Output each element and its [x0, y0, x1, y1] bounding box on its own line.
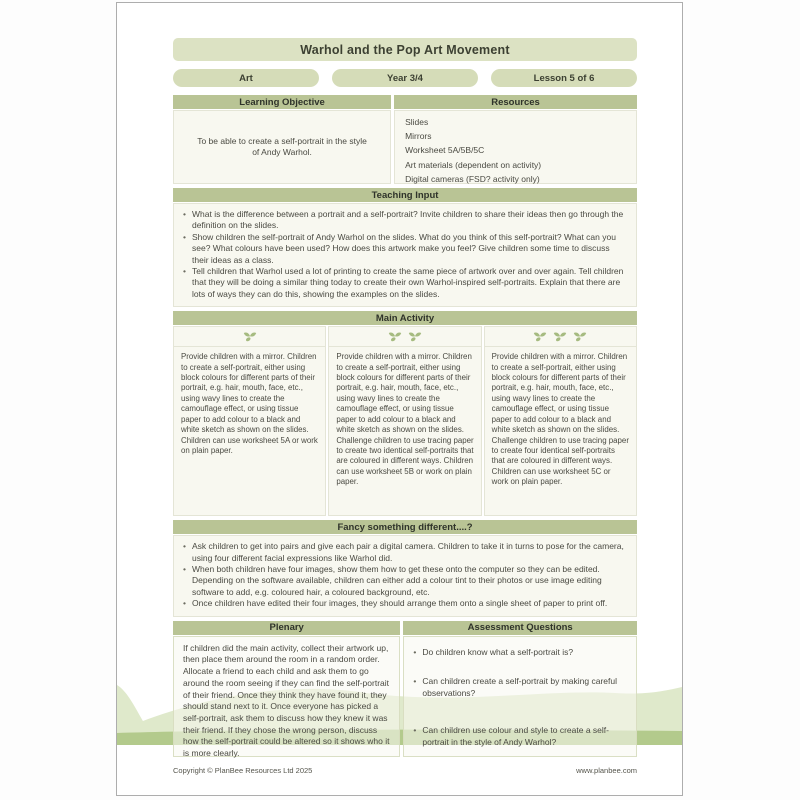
bullet-text: • What is the difference between a portrait and a self-portrait? Invite children to share their ideas then go through the definition on the slides. — [192, 209, 624, 231]
main-activity-column-1 — [173, 326, 326, 516]
bee-icon — [242, 331, 258, 343]
assessment-questions-header: Assessment Questions — [403, 621, 637, 635]
activity-text: Provide children with a mirror. Children to create a self-portrait, either using block colours for different parts of their portrait, e.g. hair, mouth, face, etc., using wavy lines to create the camouflage effect, or using tissue paper to add colour to a black and white sketch as shown on the slides. Children can use worksheet 5A or work on plain paper. — [181, 352, 318, 455]
resource-item: Art materials (dependent on activity) — [405, 159, 542, 170]
bullet-text: • Tell children that Warhol used a lot of printing to create the same piece of artwork over and over again. Tell children that they will be doing a similar thing today to create their own Warhol-inspired self-portraits. Explain that there are lots of ways they can do this, showing the examples on the slides. — [192, 266, 624, 299]
teaching-input-bullet — [183, 232, 627, 266]
bullet-text: • Can children use colour and style to create a self-portrait in the style of Andy Warhol? — [422, 724, 609, 747]
subject-pill: Art — [173, 69, 319, 87]
main-activity-header: Main Activity — [173, 311, 637, 325]
teaching-input-bullet — [183, 266, 627, 300]
assessment-bullet — [413, 725, 627, 748]
assessment-bullet — [413, 647, 627, 659]
page-content — [117, 3, 682, 775]
fsd-bullet — [183, 564, 627, 598]
bullet-text: • Ask children to get into pairs and give each pair a digital camera. Children to take it in turns to pose for the camera, using four different facial expressions like Warhol did. — [192, 541, 624, 563]
learning-objective-text: To be able to create a self-portrait in the style of Andy Warhol. — [173, 110, 391, 184]
main-activity-column-2 — [328, 326, 481, 516]
bee-icon — [532, 331, 548, 343]
teaching-input-bullet — [183, 209, 627, 232]
lesson-title: Warhol and the Pop Art Movement — [173, 38, 637, 61]
assessment-questions-box — [403, 636, 637, 757]
assessment-bullet — [413, 676, 627, 699]
lesson-plan-page — [116, 2, 683, 796]
lesson-meta-row — [173, 69, 637, 87]
plenary-assessment-section — [173, 621, 637, 757]
main-activity-columns — [173, 326, 637, 516]
activity-text: Provide children with a mirror. Children to create a self-portrait, either using block colours for different parts of their portrait, e.g. hair, mouth, face, etc., using wavy lines to create the camouflage effect, or using tissue paper to add colour to a black and white sketch as shown on the slides. Challenge children to use tracing paper to create four identical self-portraits that are coloured in different ways. Children can use worksheet 5C or work on plain paper. — [491, 352, 629, 487]
activity-text: Provide children with a mirror. Children to create a self-portrait, either using block colours for different parts of their portrait, e.g. hair, mouth, face, etc., using wavy lines to create the camouflage effect, or using tissue paper to add colour to a black and white sketch as shown on the slides. Challenge children to use tracing paper to create two identical self-portraits that are coloured in different ways. Children can use worksheet 5B or work on plain paper. — [336, 352, 474, 487]
bee-icon — [387, 331, 403, 343]
year-group-pill: Year 3/4 — [332, 69, 478, 87]
teaching-input-box — [173, 203, 637, 307]
bee-icon — [552, 331, 568, 343]
difficulty-level-3 — [485, 327, 636, 347]
bee-icon — [572, 331, 588, 343]
resources-header: Resources — [394, 95, 637, 109]
copyright-text: Copyright © PlanBee Resources Ltd 2025 — [173, 765, 313, 775]
bullet-text: • Do children know what a self-portrait is? — [422, 646, 574, 657]
difficulty-level-2 — [329, 327, 480, 347]
website-text: www.planbee.com — [576, 765, 637, 775]
fancy-something-different-header: Fancy something different....? — [173, 520, 637, 534]
objective-resources-section — [173, 95, 637, 184]
lesson-number-pill: Lesson 5 of 6 — [491, 69, 637, 87]
plenary-text: If children did the main activity, collect their artwork up, then place them around the room in a random order. Allocate a friend to each child and ask them to go around the room seeing if they can find the self-portrait of their friend. Once they think they have found it, they should stand next to it. Once everyone has picked a self-portrait, ask them to discuss how they knew it was their friend. If they chose the wrong person, discuss how the self-portrait could be altered so it shows who it is more clearly. — [173, 636, 400, 757]
fsd-bullet — [183, 598, 627, 609]
main-activity-column-3 — [484, 326, 637, 516]
resource-item: Digital cameras (FSD? activity only) — [405, 173, 540, 184]
resource-item: Mirrors — [405, 131, 432, 142]
learning-objective-header: Learning Objective — [173, 95, 391, 109]
fsd-bullet — [183, 541, 627, 564]
fancy-something-different-box — [173, 535, 637, 616]
page-footer — [173, 766, 637, 775]
bullet-text: • Once children have edited their four images, they should arrange them onto a single sheet of paper to print off. — [192, 598, 608, 609]
bullet-text: • Can children create a self-portrait by making careful observations? — [422, 676, 618, 699]
resource-item: Worksheet 5A/5B/5C — [405, 145, 485, 156]
plenary-header: Plenary — [173, 621, 400, 635]
resource-item: Slides — [405, 117, 429, 127]
difficulty-level-1 — [174, 327, 325, 347]
teaching-input-header: Teaching Input — [173, 188, 637, 202]
bullet-text: • When both children have four images, show them how to get these onto the computer so they can be edited. Depending on the software available, children can either add a colour tint to their photos or use image editing software to add, e.g. coloured hair, a coloured background, etc. — [192, 564, 602, 597]
bullet-text: • Show children the self-portrait of Andy Warhol on the slides. What do you think of this self-portrait? What can you see? What colours have been used? How does this artwork make you feel? Give children some time to discuss their ideas as a class. — [192, 231, 616, 265]
bee-icon — [407, 331, 423, 343]
resources-list — [394, 110, 637, 184]
